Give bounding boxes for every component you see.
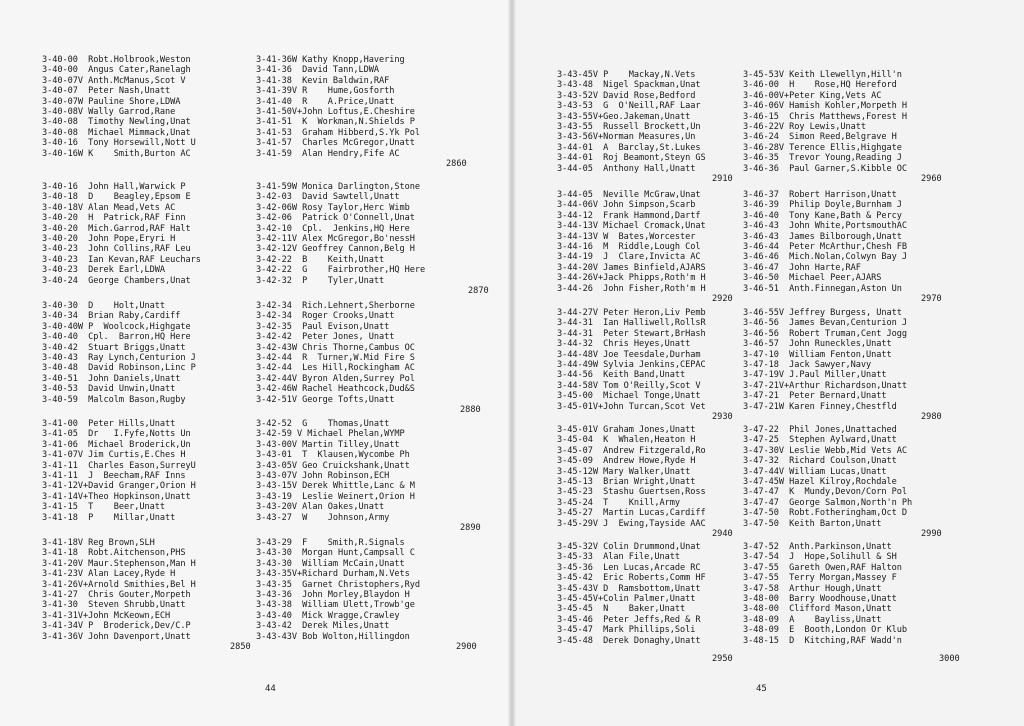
group-total: 2950: [712, 653, 733, 664]
result-line: 3-47-47 George Salmon,North'n Ph: [743, 497, 913, 508]
result-line: 3-43-05V Geo Cruickshank,Unatt: [256, 460, 410, 471]
result-line: 3-45-27 Martin Lucas,Cardiff: [557, 508, 706, 519]
result-line: 3-40-40W P Woolcock,Highgate: [42, 321, 191, 332]
result-line: 3-44-12 Frank Hammond,Dartf: [557, 210, 701, 221]
result-line: 3-43-56V+Norman Measures,Un: [557, 132, 696, 143]
result-group: [743, 308, 1005, 422]
result-line: 3-40-07V Anth.McManus,Scot V: [42, 75, 186, 86]
result-line: 3-41-51 K Workman,N.Shields P: [256, 117, 415, 128]
result-line: 3-43-40 Mick Wragge,Crawley: [256, 610, 400, 621]
result-line: 3-43-52V David Rose,Bedford: [557, 90, 696, 101]
result-line: 3-41-57 Charles McGregor,Unatt: [256, 138, 415, 149]
result-line: 3-46-00V+Peter King,Vets AC: [743, 90, 882, 101]
result-line: 3-42-34 Roger Crooks,Unatt: [256, 311, 395, 322]
result-line: 3-41-12V+David Granger,Orion H: [42, 481, 196, 492]
group-total: 2990: [921, 528, 942, 539]
result-line: 3-47-21W Karen Finney,Chestfld: [743, 401, 897, 412]
result-line: 3-43-53 G O'Neill,RAF Laar: [557, 101, 701, 112]
result-line: 3-40-53 David Unwin,Unatt: [42, 384, 176, 395]
result-line: 3-41-59 Alan Hendry,Fife AC: [256, 148, 400, 159]
book-gutter: [508, 0, 516, 726]
result-line: 3-41-20V Maur.Stephenson,Man H: [42, 558, 196, 569]
result-line: 3-40-07W Pauline Shore,LDWA: [42, 96, 181, 107]
result-line: 3-47-50 Robt.Fotheringham,Oct D: [743, 508, 907, 519]
result-line: 3-47-44V William Lucas,Unatt: [743, 466, 887, 477]
result-line: 3-40-30 D Holt,Unatt: [42, 301, 165, 311]
result-line: 3-46-47 John Harte,RAF: [743, 262, 861, 273]
result-line: 3-42-06 Patrick O'Connell,Unat: [256, 213, 415, 224]
result-line: 3-45-24 T Knill,Army: [557, 497, 680, 508]
result-line: 3-40-16 John Hall,Warwick P: [42, 182, 186, 192]
page-number: 44: [265, 684, 276, 694]
result-line: 3-44-31 Peter Stewart,BrHash: [557, 328, 706, 339]
result-line: 3-43-01 T Klausen,Wycombe Ph: [256, 450, 410, 461]
result-line: 3-41-18V Reg Brown,SLH: [42, 538, 155, 548]
result-line: 3-42-34 Rich.Lehnert,Sherborne: [256, 301, 415, 311]
result-line: 3-43-45V P Mackay,N.Vets: [557, 70, 696, 80]
result-line: 3-46-46 Mich.Nolan,Colwyn Bay J: [743, 252, 907, 263]
result-line: 3-44-05 Neville McGraw,Unat: [557, 190, 701, 200]
result-line: 3-40-43 Ray Lynch,Centurion J: [42, 352, 196, 363]
result-line: 3-47-50 Keith Barton,Unatt: [743, 518, 882, 529]
result-line: 3-41-11 J Beecham,RAF Inns: [42, 470, 186, 481]
result-line: 3-44-49W Sylvia Jenkins,CEPAC: [557, 359, 706, 370]
result-line: 3-45-45 N Baker,Unatt: [557, 604, 686, 615]
result-line: 3-47-22 Phil Jones,Unattached: [743, 425, 897, 435]
result-line: 3-42-12V Geoffrey Cannon,Belg H: [256, 244, 415, 255]
result-line: 3-44-01 A Barclay,St.Lukes: [557, 142, 701, 153]
result-line: 3-40-20 Mich.Garrod,RAF Halt: [42, 223, 191, 234]
result-line: 3-44-13V W Bates,Worcester: [557, 231, 696, 242]
result-group: [256, 419, 512, 533]
result-line: 3-46-06V Hamish Kohler,Morpeth H: [743, 101, 907, 112]
result-line: 3-41-23V Alan Lacey,Ryde H: [42, 569, 176, 580]
result-line: 3-48-09 E Booth,London Or Klub: [743, 625, 907, 636]
group-total: 2930: [712, 411, 733, 422]
result-line: 3-40-07 Peter Nash,Unatt: [42, 86, 171, 97]
result-line: 3-40-23 Derek Earl,LDWA: [42, 265, 165, 276]
result-line: 3-44-05 Anthony Hall,Unatt: [557, 163, 696, 174]
result-line: 3-46-39 Philip Doyle,Burnham J: [743, 200, 902, 211]
result-line: 3-45-09 Andrew Howe,Ryde H: [557, 456, 696, 467]
result-line: 3-47-32 Richard Coulson,Unatt: [743, 456, 897, 467]
result-line: 3-46-43 John White,PortsmouthAC: [743, 221, 907, 232]
result-line: 3-47-30V Leslie Webb,Mid Vets AC: [743, 445, 907, 456]
result-line: 3-46-36 Paul Garner,S.Kibble OC: [743, 163, 907, 174]
result-group: [743, 542, 1005, 664]
result-line: 3-44-48V Joe Teesdale,Durham: [557, 349, 701, 360]
result-line: 3-44-26V+Jack Phipps,Roth'm H: [557, 273, 706, 284]
group-total: 2970: [921, 293, 942, 304]
result-line: 3-47-47 K Mundy,Devon/Corn Pol: [743, 487, 907, 498]
result-group: [256, 55, 512, 169]
result-line: 3-47-58 Arthur Hough,Unatt: [743, 583, 882, 594]
result-line: 3-45-23 Stashu Guertsen,Ross: [557, 487, 706, 498]
result-line: 3-43-27 W Johnson,Army: [256, 512, 390, 523]
result-line: 3-41-07V Jim Curtis,E.Ches H: [42, 450, 186, 461]
result-line: 3-43-30 Morgan Hunt,Campsall C: [256, 548, 415, 559]
result-line: 3-40-59 Malcolm Bason,Rugby: [42, 394, 186, 405]
result-line: 3-42-51V George Tofts,Unatt: [256, 394, 395, 405]
result-line: 3-48-00 Barry Woodhouse,Unatt: [743, 593, 897, 604]
result-line: 3-42-10 Cpl. Jenkins,HQ Here: [256, 223, 410, 234]
result-line: 3-42-22 G Fairbrother,HQ Here: [256, 265, 426, 276]
result-line: 3-41-11 Charles Eason,SurreyU: [42, 460, 196, 471]
result-line: 3-43-36 John Morley,Blaydon H: [256, 589, 410, 600]
result-line: 3-41-36W Kathy Knopp,Havering: [256, 55, 405, 65]
result-line: 3-41-06 Michael Broderick,Un: [42, 439, 191, 450]
group-total: 2850: [230, 641, 251, 652]
result-line: 3-46-56 James Bevan,Centurion J: [743, 318, 907, 329]
result-line: 3-41-31V+John McKeown,ECH: [42, 610, 171, 621]
group-total: 2940: [712, 528, 733, 539]
group-total: 2960: [921, 173, 942, 184]
result-line: 3-41-14V+Theo Hopkinson,Unatt: [42, 491, 191, 502]
result-line: 3-40-00 Robt.Holbrook,Weston: [42, 55, 191, 65]
result-line: 3-41-40 R A.Price,Unatt: [256, 96, 395, 107]
result-line: 3-47-55 Gareth Owen,RAF Halton: [743, 562, 902, 573]
result-line: 3-44-20V James Binfield,AJARS: [557, 262, 706, 273]
result-line: 3-43-55 Russell Brockett,Un: [557, 121, 701, 132]
result-line: 3-46-55V Jeffrey Burgess, Unatt: [743, 308, 902, 318]
result-line: 3-41-39V R Hume,Gosforth: [256, 86, 395, 97]
result-line: 3-41-27 Chris Gouter,Morpeth: [42, 589, 191, 600]
result-line: 3-45-47 Mark Phillips,Soli: [557, 625, 696, 636]
result-line: 3-45-45V+Colin Palmer,Unatt: [557, 593, 696, 604]
result-line: 3-42-22 B Keith,Unatt: [256, 254, 385, 265]
result-line: 3-47-21 Peter Bernard,Unatt: [743, 391, 887, 402]
result-line: 3-47-52 Anth.Parkinson,Unatt: [743, 542, 892, 552]
result-line: 3-45-48 Derek Donaghy,Unatt: [557, 635, 701, 646]
result-line: 3-43-20V Alan Oakes,Unatt: [256, 502, 385, 513]
result-line: 3-41-59W Monica Darlington,Stone: [256, 182, 420, 192]
result-line: 3-47-54 J Hope,Solihull & SH: [743, 552, 897, 563]
result-line: 3-42-44V Byron Alden,Surrey Pol: [256, 373, 415, 384]
result-line: 3-45-01V+John Turcan,Scot Vet: [557, 401, 706, 412]
result-line: 3-47-19V J.Paul Miller,Unatt: [743, 370, 887, 381]
result-line: 3-42-44 R Turner,W.Mid Fire S: [256, 352, 415, 363]
result-line: 3-46-56 Robert Truman,Cent Jogg: [743, 328, 907, 339]
result-line: 3-48-09 A Bayliss,Unatt: [743, 614, 882, 625]
result-line: 3-42-35 Paul Evison,Unatt: [256, 321, 390, 332]
group-total: 2910: [712, 173, 733, 184]
result-line: 3-45-32V Colin Drummond,Unat: [557, 542, 701, 552]
result-line: 3-42-42 Peter Jones, Unatt: [256, 332, 395, 343]
result-line: 3-45-46 Peter Jeffs,Red & R: [557, 614, 701, 625]
result-line: 3-44-27V Peter Heron,Liv Pemb: [557, 308, 706, 318]
result-line: 3-48-15 D Kitching,RAF Wadd'n: [743, 635, 902, 646]
page-number: 45: [756, 684, 767, 694]
result-line: 3-46-43 James Bilborough,Unatt: [743, 231, 902, 242]
result-line: 3-41-15 T Beer,Unatt: [42, 502, 165, 513]
result-line: 3-44-31 Ian Halliwell,RollsR: [557, 318, 706, 329]
result-line: 3-42-59 V Michael Phelan,WYMP: [256, 429, 405, 440]
result-line: 3-45-42 Eric Roberts,Comm HF: [557, 573, 706, 584]
result-line: 3-46-40 Tony Kane,Bath & Percy: [743, 210, 902, 221]
group-total: 2860: [446, 158, 467, 169]
result-line: 3-45-36 Len Lucas,Arcade RC: [557, 562, 701, 573]
result-line: 3-44-01 Roj Beamont,Steyn GS: [557, 153, 706, 164]
result-line: 3-41-05 Dr I.Fyfe,Notts Un: [42, 429, 191, 440]
result-line: 3-40-20 John Pope,Eryri H: [42, 233, 176, 244]
group-total: 3000: [939, 653, 960, 664]
result-line: 3-47-25 Stephen Aylward,Unatt: [743, 435, 897, 446]
result-line: 3-40-08 Michael Mimmack,Unat: [42, 127, 191, 138]
result-line: 3-47-21V+Arthur Richardson,Unatt: [743, 380, 907, 391]
result-line: 3-46-35 Trevor Young,Reading J: [743, 153, 902, 164]
result-line: 3-40-08 Timothy Newling,Unat: [42, 117, 191, 128]
result-line: 3-47-55 Terry Morgan,Massey F: [743, 573, 897, 584]
result-line: 3-41-38 Kevin Baldwin,RAF: [256, 75, 390, 86]
result-line: 3-45-00 Michael Tonge,Unatt: [557, 391, 701, 402]
result-group: [256, 301, 512, 415]
result-line: 3-44-19 J Clare,Invicta AC: [557, 252, 701, 263]
result-line: 3-40-51 John Daniels,Unatt: [42, 373, 181, 384]
result-line: 3-41-50V+John Loftus,E.Cheshire: [256, 106, 415, 117]
result-line: 3-43-38 William Ulett,Trowb'ge: [256, 600, 415, 611]
result-line: 3-43-43V Bob Wolton,Hillingdon: [256, 631, 410, 642]
result-line: 3-47-18 Jack Sawyer,Navy: [743, 359, 872, 370]
result-line: 3-45-01V Graham Jones,Unatt: [557, 425, 696, 435]
result-group: [743, 425, 1005, 539]
result-line: 3-40-23 John Collins,RAF Leu: [42, 244, 191, 255]
result-group: [743, 190, 1005, 304]
result-line: 3-42-06W Rosy Taylor,Herc Wimb: [256, 202, 410, 213]
result-line: 3-45-07 Andrew Fitzgerald,Ro: [557, 445, 706, 456]
result-line: 3-47-45W Hazel Kilroy,Rochdale: [743, 476, 897, 487]
result-line: 3-42-43W Chris Thorne,Cambus OC: [256, 342, 415, 353]
result-line: 3-43-15V Derek Whittle,Lanc & M: [256, 481, 415, 492]
result-line: 3-42-03 David Sawtell,Unatt: [256, 192, 400, 203]
result-line: 3-48-00 Clifford Mason,Unatt: [743, 604, 892, 615]
result-line: 3-43-19 Leslie Weinert,Orion H: [256, 491, 415, 502]
group-total: 2890: [460, 522, 481, 533]
result-line: 3-42-11V Alex McGregor,Bo'nessH: [256, 233, 415, 244]
result-line: 3-40-16W K Smith,Burton AC: [42, 148, 191, 159]
result-line: 3-41-53 Graham Hibberd,S.Yk Pol: [256, 127, 420, 138]
result-line: 3-45-04 K Whalen,Heaton H: [557, 435, 696, 446]
result-line: 3-41-30 Steven Shrubb,Unatt: [42, 600, 186, 611]
result-line: 3-44-26 John Fisher,Roth'm H: [557, 283, 706, 294]
result-line: 3-47-10 William Fenton,Unatt: [743, 349, 892, 360]
result-line: 3-40-23 Ian Kevan,RAF Leuchars: [42, 254, 201, 265]
result-line: 3-41-34V P Broderick,Dev/C.P: [42, 621, 191, 632]
result-line: 3-40-16 Tony Horsewill,Nott U: [42, 138, 196, 149]
result-line: 3-43-00V Martin Tilley,Unatt: [256, 439, 400, 450]
result-line: 3-40-20 H Patrick,RAF Finn: [42, 213, 186, 224]
result-line: 3-45-33 Alan File,Unatt: [557, 552, 680, 563]
result-line: 3-44-06V John Simpson,Scarb: [557, 200, 696, 211]
result-line: 3-45-12W Mary Walker,Unatt: [557, 466, 691, 477]
result-line: 3-42-44 Les Hill,Rockingham AC: [256, 363, 415, 374]
result-group: [743, 70, 1005, 184]
result-line: 3-44-13V Michael Cromack,Unat: [557, 221, 706, 232]
result-line: 3-46-15 Chris Matthews,Forest H: [743, 111, 907, 122]
group-total: 2980: [921, 411, 942, 422]
result-line: 3-42-46W Rachel Heathcock,Dud&S: [256, 384, 415, 395]
result-line: 3-46-22V Roy Lewis,Unatt: [743, 121, 866, 132]
result-line: 3-40-18V Alan Mead,Vets AC: [42, 202, 176, 213]
result-group: [256, 538, 512, 652]
result-line: 3-41-36 David Tann,LDWA: [256, 65, 379, 76]
result-line: 3-43-30 William McCain,Unatt: [256, 558, 405, 569]
result-line: 3-41-00 Peter Hills,Unatt: [42, 419, 176, 429]
result-line: 3-40-24 George Chambers,Unat: [42, 275, 191, 286]
group-total: 2870: [468, 285, 489, 296]
result-group: [256, 182, 512, 296]
result-line: 3-40-00 Angus Cater,Ranelagh: [42, 65, 191, 76]
result-line: 3-43-35 Garnet Christophers,Ryd: [256, 579, 420, 590]
result-line: 3-41-26V+Arnold Smithies,Bel H: [42, 579, 196, 590]
group-total: 2900: [456, 641, 477, 652]
result-line: 3-45-29V J Ewing,Tayside AAC: [557, 518, 706, 529]
result-line: 3-41-18 P Millar,Unatt: [42, 512, 176, 523]
result-line: 3-44-56 Keith Band,Unatt: [557, 370, 686, 381]
result-line: 3-43-07V John Robinson,ECH: [256, 470, 390, 481]
result-line: 3-43-35V+Richard Durham,N.Vets: [256, 569, 410, 580]
result-line: 3-46-44 Peter McArthur,Chesh FB: [743, 241, 907, 252]
result-line: 3-45-43V D Ramsbottom,Unatt: [557, 583, 701, 594]
result-line: 3-40-42 Stuart Briggs,Unatt: [42, 342, 186, 353]
result-line: 3-46-50 Michael Peer,AJARS: [743, 273, 882, 284]
result-line: 3-46-28V Terence Ellis,Highgate: [743, 142, 902, 153]
group-total: 2920: [712, 293, 733, 304]
result-line: 3-46-00 H Rose,HQ Hereford: [743, 80, 897, 91]
result-line: 3-42-32 P Tyler,Unatt: [256, 275, 385, 286]
result-line: 3-40-08V Wally Garrod,Rane: [42, 106, 176, 117]
result-line: 3-46-37 Robert Harrison,Unatt: [743, 190, 897, 200]
result-line: 3-45-13 Brian Wright,Unatt: [557, 476, 696, 487]
result-line: 3-46-57 John Runeckles,Unatt: [743, 339, 892, 350]
result-line: 3-40-48 David Robinson,Linc P: [42, 363, 196, 374]
result-line: 3-44-58V Tom O'Reilly,Scot V: [557, 380, 701, 391]
result-line: 3-46-51 Anth.Finnegan,Aston Un: [743, 283, 902, 294]
result-line: 3-41-36V John Davenport,Unatt: [42, 631, 191, 642]
result-line: 3-40-34 Brian Raby,Cardiff: [42, 311, 181, 322]
result-line: 3-44-16 M Riddle,Lough Col: [557, 241, 701, 252]
result-line: 3-46-24 Simon Reed,Belgrave H: [743, 132, 897, 143]
result-line: 3-43-55V+Geo.Jakeman,Unatt: [557, 111, 691, 122]
result-line: 3-43-29 F Smith,R.Signals: [256, 538, 405, 548]
page-45: [512, 0, 1024, 726]
result-line: 3-45-53V Keith Llewellyn,Hill'n: [743, 70, 902, 80]
result-line: 3-43-42 Derek Miles,Unatt: [256, 621, 390, 632]
result-line: 3-43-48 Nigel Spackman,Unat: [557, 80, 701, 91]
result-line: 3-40-18 D Beagley,Epsom E: [42, 192, 191, 203]
result-line: 3-40-40 Cpl. Barron,HQ Here: [42, 332, 191, 343]
group-total: 2880: [460, 404, 481, 415]
result-line: 3-44-32 Chris Heyes,Unatt: [557, 339, 691, 350]
result-line: 3-42-52 G Thomas,Unatt: [256, 419, 390, 429]
result-line: 3-41-18 Robt.Aitchenson,PHS: [42, 548, 186, 559]
